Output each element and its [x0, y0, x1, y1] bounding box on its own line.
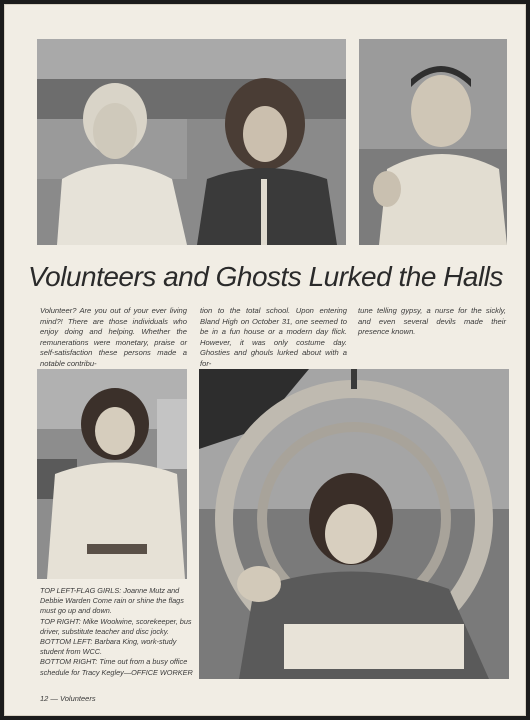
page-footer: 12 — Volunteers: [40, 694, 96, 703]
page-headline: Volunteers and Ghosts Lurked the Halls: [28, 261, 503, 292]
article-column-1: Volunteer? Are you out of your ever living mind?! There are those individuals who enjoy doing and helping. Whether the remunerations were monetary, praise or self-satisfaction these persons made a notable contribu-: [40, 306, 187, 368]
article-column-2: tion to the total school. Upon entering Bland High on October 31, one seemed to be in a fun house or a modern day flick. However, it was only costume day. Ghosties and ghouls lurked about with a for-: [200, 306, 347, 368]
photo-flag-girls: [37, 39, 346, 245]
caption-bottom-right: BOTTOM RIGHT: Time out from a busy office schedule for Tracy Kegley—OFFICE WORKER: [40, 657, 193, 677]
photo-mike-woolwine: [359, 39, 507, 245]
caption-bottom-left: BOTTOM LEFT: Barbara King, work-study student from WCC.: [40, 637, 177, 657]
caption-top-left: TOP LEFT-FLAG GIRLS: Joanne Mutz and Debbie Warden Come rain or shine the flags must go up and down.: [40, 586, 184, 616]
article-column-3: tune telling gypsy, a nurse for the sickly, and even several devils made their presence known.: [358, 306, 506, 337]
yearbook-page: [4, 4, 526, 716]
photo-captions: [40, 586, 194, 678]
caption-top-right: TOP RIGHT: Mike Woolwine, scorekeeper, bus driver, substitute teacher and disc jocky.: [40, 616, 192, 636]
photo-barbara-king: [37, 369, 187, 579]
photo-tracy-kegley: [199, 369, 509, 679]
